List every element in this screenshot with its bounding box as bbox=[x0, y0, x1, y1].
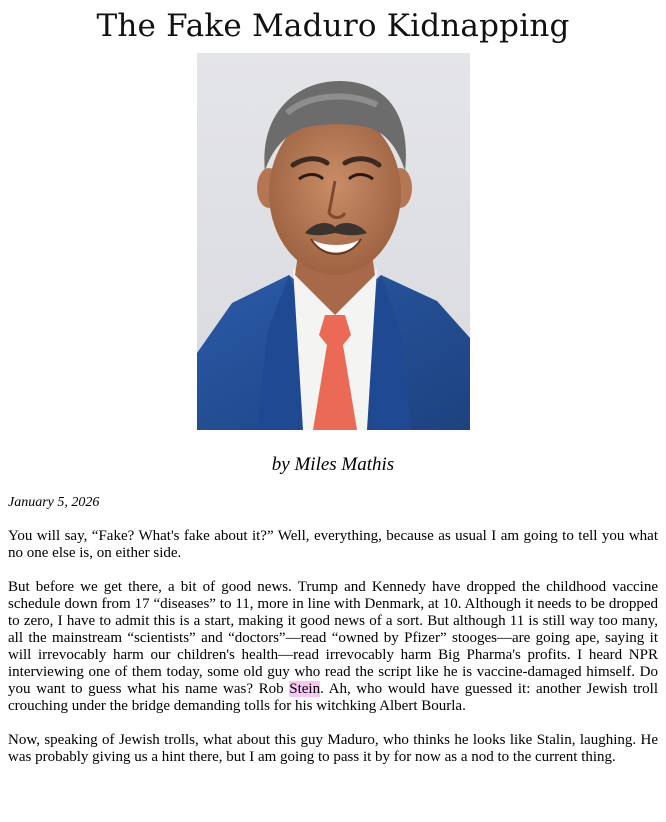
article-body bbox=[8, 528, 658, 783]
paragraph-3: Now, speaking of Jewish trolls, what about this guy Maduro, who thinks he looks like Stalin, laughing. He was probably giving us a hint there, but I am going to pass it by for now as a nod to the current thing. bbox=[8, 732, 658, 765]
paragraph-2-text-a: But before we get there, a bit of good news. Trump and Kennedy have dropped the childhood vaccine schedule down from 17 “diseases” to 11, more in line with Denmark, at 10. Although it needs to be dropped to zero, I have to admit this is a start, making it good news of a sort. But although 11 is still way too many, all the mainstream “scientists” and “doctors”—read “owned by Pfizer” stooges—are going ape, saying it will irrevocably harm our children's health—read irrevocably harm Big Pharma's profits. I heard NPR interviewing one of them today, some old guy who read the script like he is vaccine-damaged himself. Do you want to guess what his name was? Rob bbox=[8, 579, 658, 697]
page-title: The Fake Maduro Kidnapping bbox=[96, 8, 570, 44]
byline: by Miles Mathis bbox=[271, 454, 395, 475]
portrait-illustration bbox=[197, 53, 470, 430]
paragraph-2-text-b: . Ah, who would have guessed it: another Jewish troll crouching under the bridge demanding tolls for his witchking Albert Bourla. bbox=[8, 681, 658, 714]
portrait-photo bbox=[197, 53, 470, 430]
paragraph-1: You will say, “Fake? What's fake about it?” Well, everything, because as usual I am going to tell you what no one else is, on either side. bbox=[8, 528, 658, 561]
highlighted-word: Stein bbox=[289, 681, 321, 697]
article-date: January 5, 2026 bbox=[8, 495, 100, 510]
paragraph-2 bbox=[8, 579, 658, 715]
